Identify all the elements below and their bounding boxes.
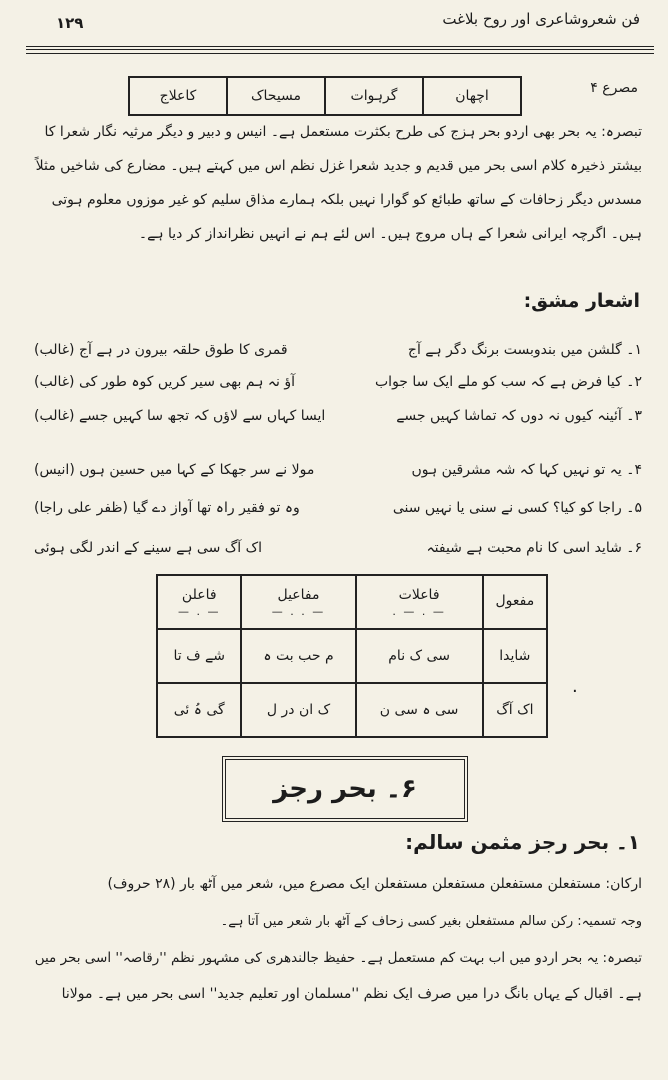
- foot-name: فاعلات: [398, 586, 440, 603]
- prosody-marks: — . — .: [392, 604, 446, 618]
- strip-cell: گرہوات: [324, 78, 422, 114]
- couplet-first-line: ۲۔ کیا فرض ہے کہ سب کو ملے ایک سا جواب: [375, 374, 642, 390]
- couplet-first-line: ۴۔ یہ تو نہیں کہا کہ شہ مشرقین ہوں: [411, 462, 642, 478]
- header-rule-double: [26, 46, 654, 50]
- couplet-second-line: مولا نے سر جھکا کے کہا میں حسین ہوں (انیس): [34, 462, 315, 478]
- couplet-second-line: ایسا کہاں سے لاؤں کہ تجھ سا کہیں جسے (غالب): [34, 408, 326, 424]
- table-cell: ک ان در ل: [241, 683, 355, 737]
- table-header-cell: [483, 575, 547, 629]
- foot-name: مفاعیل: [277, 586, 320, 603]
- scansion-table: [156, 574, 548, 738]
- scansion-strip: [128, 76, 522, 116]
- margin-dot: .: [572, 676, 578, 697]
- couplet-first-line: ۳۔ آئینہ کیوں نہ دوں کہ تماشا کہیں جسے: [396, 408, 642, 424]
- table-cell: اک آگ: [483, 683, 547, 737]
- strip-cell: اچھان: [422, 78, 520, 114]
- couplet-first-line: ۱۔ گلشن میں بندوبست برنگ دگر ہے آج: [407, 342, 642, 358]
- running-header-title: فن شعروشاعری اور روح بلاغت: [442, 10, 640, 28]
- arkan-line: ارکان: مستفعلن مستفعلن مستفعلن مستفعلن ایک مصرع میں، شعر میں آٹھ بار (۲۸ حروف): [107, 876, 642, 892]
- couplet-second-line: آؤ نہ ہم بھی سیر کریں کوہ طور کی (غالب): [34, 374, 296, 390]
- couplet-second-line: قمری کا طوق حلقہ بیرون در ہے آج (غالب): [34, 342, 288, 358]
- table-cell: شے ف تا: [157, 629, 241, 683]
- subsection-heading: ۱۔ بحر رجز مثمن سالم:: [405, 830, 640, 854]
- couplet-second-line: اک آگ سی ہے سینے کے اندر لگی ہوئی: [34, 540, 263, 556]
- misra-label: مصرع ۴: [590, 80, 638, 96]
- paragraph-line: ہے۔ اقبال کے یہاں بانگ درا میں صرف ایک نظم ''مسلمان اور تعلیم جدید'' اسی بحر میں ہے۔ مولانا: [61, 986, 642, 1002]
- foot-name: فاعلن: [181, 586, 217, 603]
- prosody-marks: — . . —: [271, 604, 326, 618]
- table-row: [157, 683, 547, 737]
- paragraph-line: تبصرہ: یہ بحر بھی اردو بحر ہزج کی طرح بکثرت مستعمل ہے۔ انیس و دبیر و دیگر مرثیہ نگار شعرا کا: [44, 124, 642, 140]
- paragraph-line: تبصرہ: یہ بحر اردو میں اب بہت کم مستعمل ہے۔ حفیظ جالندھری کی مشہور نظم ''رقاصہ'' اسی بحر میں: [34, 950, 642, 966]
- couplet-second-line: وہ تو فقیر راہ تھا آواز دے گیا (ظفر علی راجا): [34, 500, 300, 516]
- table-cell: گی ہُ ئی: [157, 683, 241, 737]
- table-cell: شایدا: [483, 629, 547, 683]
- paragraph-line: بیشتر ذخیرہ کلام اسی بحر میں قدیم و جدید شعرا غزل نظم اس میں کہتے ہیں۔ مضارع کی شاخیں مثلاً: [35, 158, 642, 174]
- section-title-box: ۶۔ بحر رجز: [222, 756, 468, 822]
- paragraph-line: ہیں۔ اگرچہ ایرانی شعرا کے ہاں مروج ہیں۔ اس لئے ہم نے انہیں نظرانداز کر دیا ہے۔: [138, 226, 642, 242]
- exercise-heading: اشعار مشق:: [523, 290, 640, 312]
- table-header-cell: [157, 575, 241, 629]
- strip-cell: کاعلاج: [159, 88, 197, 104]
- strip-cell: مسیحاک: [226, 78, 324, 114]
- wajah-tasmiya-line: وجہ تسمیہ: رکن سالم مستفعلن بغیر کسی زحاف کے آٹھ بار شعر میں آتا ہے۔: [220, 914, 642, 929]
- couplet-first-line: ۶۔ شاید اسی کا نام محبت ہے شیفتہ: [426, 540, 642, 556]
- prosody-marks: — . —: [177, 604, 221, 618]
- couplet-first-line: ۵۔ راجا کو کیا؟ کسی نے سنی یا نہیں سنی: [392, 500, 642, 516]
- table-cell: سی ک نام: [356, 629, 483, 683]
- table-header-cell: [356, 575, 483, 629]
- foot-name: مفعول: [495, 593, 535, 609]
- table-cell: م حب بت ہ: [241, 629, 355, 683]
- header-rule-single: [26, 53, 654, 54]
- paragraph-line: مسدس دیگر زحافات کے ساتھ طبائع کو گوارا نہیں بلکہ ہمارے مذاق سلیم کو غیر موزوں معلوم ہوتی: [51, 192, 642, 208]
- table-header-cell: [241, 575, 355, 629]
- table-cell: سی ہ سی ن: [356, 683, 483, 737]
- table-row: [157, 629, 547, 683]
- page-number: ۱۲۹: [56, 14, 84, 32]
